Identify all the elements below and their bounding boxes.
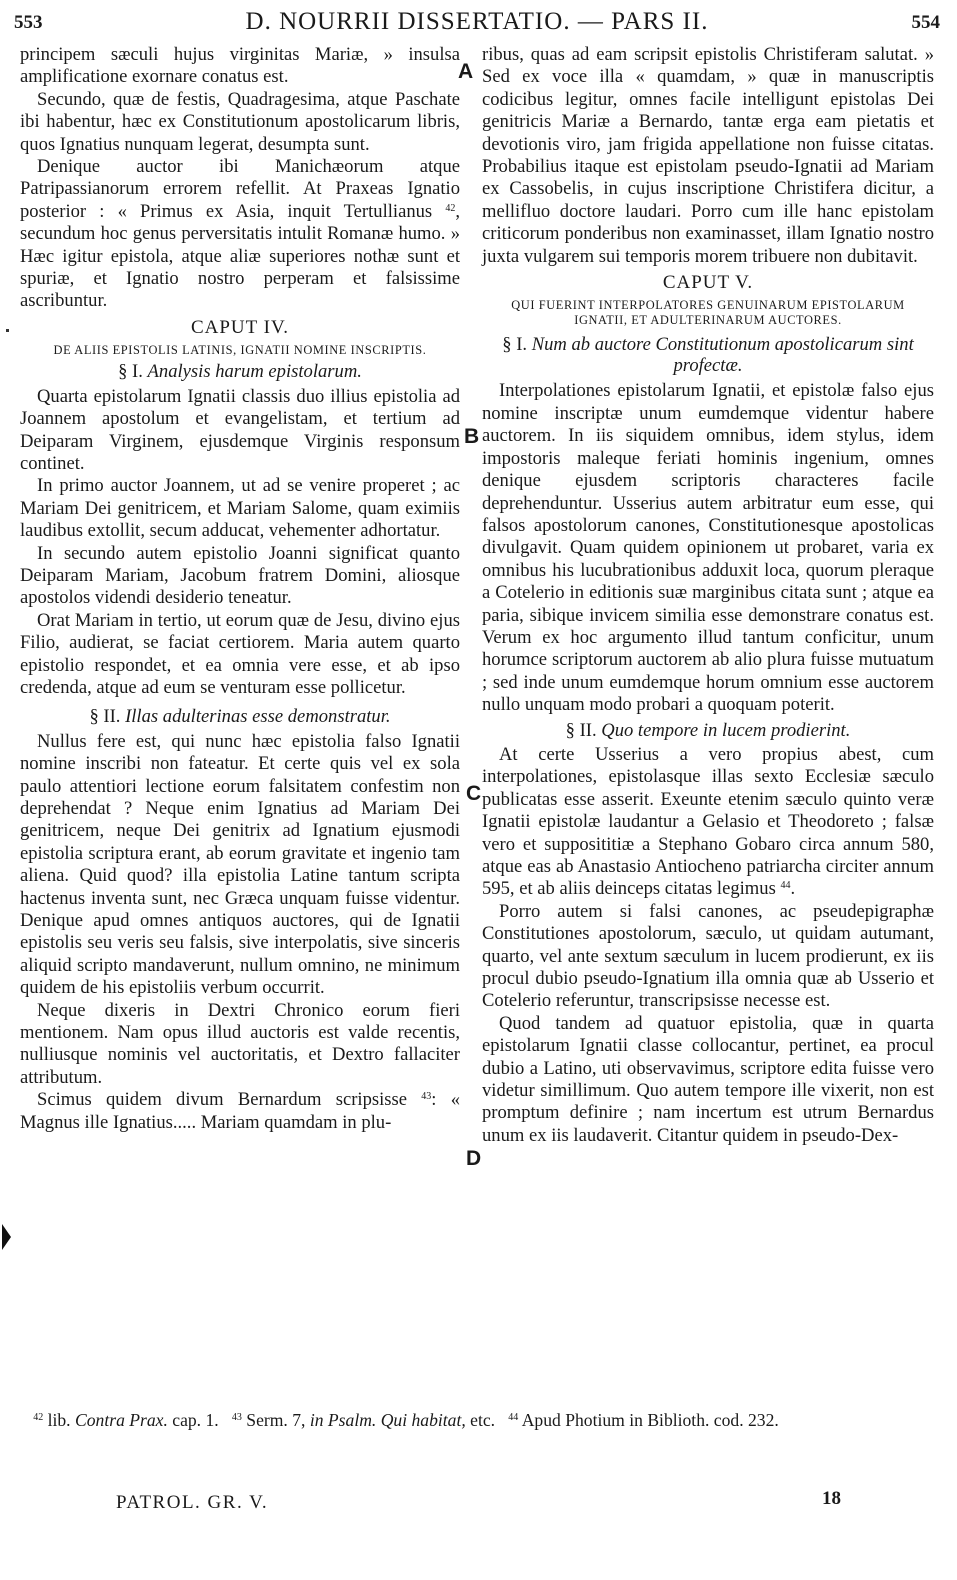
margin-letter-d: D [466, 1147, 482, 1170]
chapter-summary: QUI FUERINT INTERPOLATORES GENUINARUM EPISTOLARUM IGNATII, ET ADULTERINARUM AUCTORES. [511, 298, 905, 328]
paragraph: Quod tandem ad quatuor epistolia, quæ in quarta epistolarum Ignatii classe collocantur, pertinet, ea procul dubio a Latino, uti observavimus, scriptore edita fuisse vero videtur simillimum. Quo autem tempore ille vixerit, non est promptum definire ; nam incertum est utrum Bernardus unum ex iis laudaverit. Citantur quidem in pseudo-Dex- [482, 1012, 934, 1146]
footnote-number: 43 [231, 1412, 242, 1423]
chapter-heading: CAPUT V. [662, 272, 754, 294]
footnote-number: 42 [33, 1412, 44, 1423]
paragraph: Quarta epistolarum Ignatii classis duo illius epistolia ad Joannem apostolum et evangelistam, et tertium ad Deiparam Virginem, ejusdemque Virginis responsum continet. [20, 385, 460, 474]
paragraph: Neque dixeris in Dextri Chronico eorum fieri mentionem. Nam opus illud auctoris est valde recentis, nulliusque nominis vel auctoritatis, et Dextro fallaciter attributum. [20, 999, 460, 1088]
paragraph: Denique auctor ibi Manichæorum atque Patripassianorum errorem refellit. At Praxeas Ignatio posterior : « Primus ex Asia, inquit Tertullianus $^{42}$, secundum hoc genus perversitatis intulit Romanæ humo. » Hæc igitur epistola, atque aliæ superiores nothæ sunt et spuriæ, et Ignatio nostro perperam et falsissime ascribuntur. [20, 156, 460, 312]
margin-letter-c: C [466, 782, 482, 805]
paragraph: Orat Mariam in tertio, ut eorum quæ de Jesu, divino ejus Filio, audierat, se faciat certiorem. Maria autem quarto epistolio respondet, et ea omnia vere esse, et ab ipso credenda, atque ad eum se venturam esse pollicetur. [20, 609, 460, 698]
chapter-summary: DE ALIIS EPISTOLIS LATINIS, IGNATII NOMINE INSCRIPTIS. [53, 343, 427, 358]
margin-letter-a: A [458, 60, 474, 83]
left-column [20, 44, 460, 1134]
footer-signature: PATROL. GR. V. [116, 1492, 269, 1513]
page-number-right: 554 [911, 12, 940, 33]
paragraph: In primo auctor Joannem, ut ad se venire properet ; ac Mariam Dei genitricem, et Mariam Salome, quam eximiis laudibus extollit, secum adducat, vehementer adhortatur. [20, 475, 460, 542]
right-column [482, 44, 934, 1147]
paragraph: In secundo autem epistolio Joanni significat quanto Deiparam Mariam, Jacobum fratrem Domini, aliosque apostolos videndi desiderio teneatur. [20, 542, 460, 609]
chapter-heading: CAPUT IV. [190, 316, 290, 338]
section-heading: § I. Analysis harum epistolarum. [118, 361, 362, 383]
running-title: D. NOURRII DISSERTATIO. — PARS II. [245, 8, 709, 35]
paragraph: Secundo, quæ de festis, Quadragesima, atque Paschate ibi habentur, hæc ex Constitutionum apostolicarum libris, quos Ignatius nunquam legerat, desumpta sunt. [20, 88, 460, 155]
footnotes: $^{42}$ lib. Contra Prax. cap. 1. $^{43}$ Serm. 7, in Psalm. Qui habitat, etc. $^{44}$ Apud Photium in Biblioth. cod. 232. [33, 1410, 779, 1430]
paragraph: Interpolationes epistolarum Ignatii, et epistolæ falso ejus nomine inscriptæ unum eumdemque videntur habere auctorem. In iis siquidem omnibus, idem stylus, idem impostoris maleque feriati hominis ingenium, omnes denique ejusdem scriptoris characteres facile deprehenduntur. Usserius autem arbitratur eum esse, qui falsos apostolorum canones, Constitutionesque apostolicas divulgavit. Quam quidem opinionem ut probaret, varia ex omnibus his lucubrationibus adduxit loca, quorum pleraque a Cotelerio in editionis suæ marginibus citata sunt ; atque ea paria, sibique invicem similia esse demonstrare conatus est. Verum ex hoc argumento illud tantum conficitur, unum horumce scriptorum auctorem ab alio plura fuisse mutuatum ; sed inde unum eumdemque horum omnium esse auctorem nullo unquam modo probari a quoquam poterit. [482, 380, 934, 716]
section-heading: § I. Num ab auctore Constitutionum apostolicarum sint profectæ. [502, 334, 914, 377]
footer-sheet-number: 18 [822, 1488, 841, 1509]
footnote-ref: 44 [780, 880, 791, 892]
footnote-ref: 42 [445, 202, 456, 214]
paragraph: ribus, quas ad eam scripsit epistolis Christiferam salutat. » Sed ex voce illa « quamdam, » quæ in manuscriptis codicibus legitur, omnes facile intelligunt epistolas Dei genitricis Mariæ a Bernardo, tantæ erga eam pietatis et devotionis viro, jam frigida appellatione non fuisse citatas. Probabilius itaque est epistolam pseudo-Ignatii ad Mariam ex Cassobelis, in cujus inscriptione Christifera dicitur, a mellifluo doctore laudari. Porro cum ille hanc epistolam criticorum ponderibus non examinasset, illam Ignatio nostro juxta vulgarem sui temporis morem tribuere non dubitavit. [482, 44, 934, 267]
paragraph: Scimus quidem divum Bernardum scripsisse $^{43}$: « Magnus ille Ignatius..... Mariam quamdam in plu- [20, 1089, 460, 1133]
page-number-left: 553 [14, 12, 43, 33]
paragraph: Porro autem si falsi canones, ac pseudepigraphæ Constitutiones apostolorum, sæculo, ut quidam autumant, quarto, vel ante sextum sæculum in lucem prodierunt, ex iis procul dubio pseudo-Ignatium illa omnia quæ ab Usserio et Cotelerio referuntur, transcripsisse necesse est. [482, 900, 934, 1012]
paragraph: principem sæculi hujus virginitas Mariæ, » insulsa amplificatione exornare conatus est. [20, 44, 460, 88]
running-head [14, 8, 940, 42]
section-heading: § II. Quo tempore in lucem prodierint. [565, 719, 851, 741]
margin-letter-b: B [464, 425, 480, 448]
paragraph: Nullus fere est, qui nunc hæc epistolia falso Ignatii nomine inscribi non fateatur. Et certe quis vel ex sola paulo attentiori lectione eorum falsitatem confestim non deprehendat ? Neque enim Ignatius ad Mariam Dei genitricem, neque Dei genitrix ad Ignatium ejusmodi epistolia scriptura erant, ab eorum gravitate et ingenio tam aliena. Quid quod? illa epistolia Latine tantum scripta hactenus inventa sunt, nec Græca unquam fuisse videntur. Denique apud omnes antiquos auctores, qui de Ignatii epistolis seu veris seu falsis, sive interpolatis, sive sinceris aliquid scripto mandaverunt, nullum omnino, ne minimum quidem de his epistoliis verbum occurrit. [20, 730, 460, 999]
margin-tick-mark [6, 329, 9, 332]
paragraph: At certe Usserius a vero propius abest, cum interpolationes, epistolasque illas sexto Ecclesiæ sæculo publicatas esse asserit. Exeunte etenim sæculo quinto veræ Ignatii epistolæ laudantur a Gelasio et Theodoreto ; falsæ vero et supposititiæ a Stephano Gobaro circa annum 580, atque eas ab Anastasio Antiocheno patriarcha circiter annum 595, et ab aliis deinceps citatas legimus $^{44}$. [482, 743, 934, 900]
margin-pointer-mark [2, 1224, 11, 1250]
footnote-number: 44 [508, 1412, 519, 1423]
section-heading: § II. Illas adulterinas esse demonstratur. [89, 706, 391, 728]
footnote-ref: 43 [421, 1091, 432, 1103]
